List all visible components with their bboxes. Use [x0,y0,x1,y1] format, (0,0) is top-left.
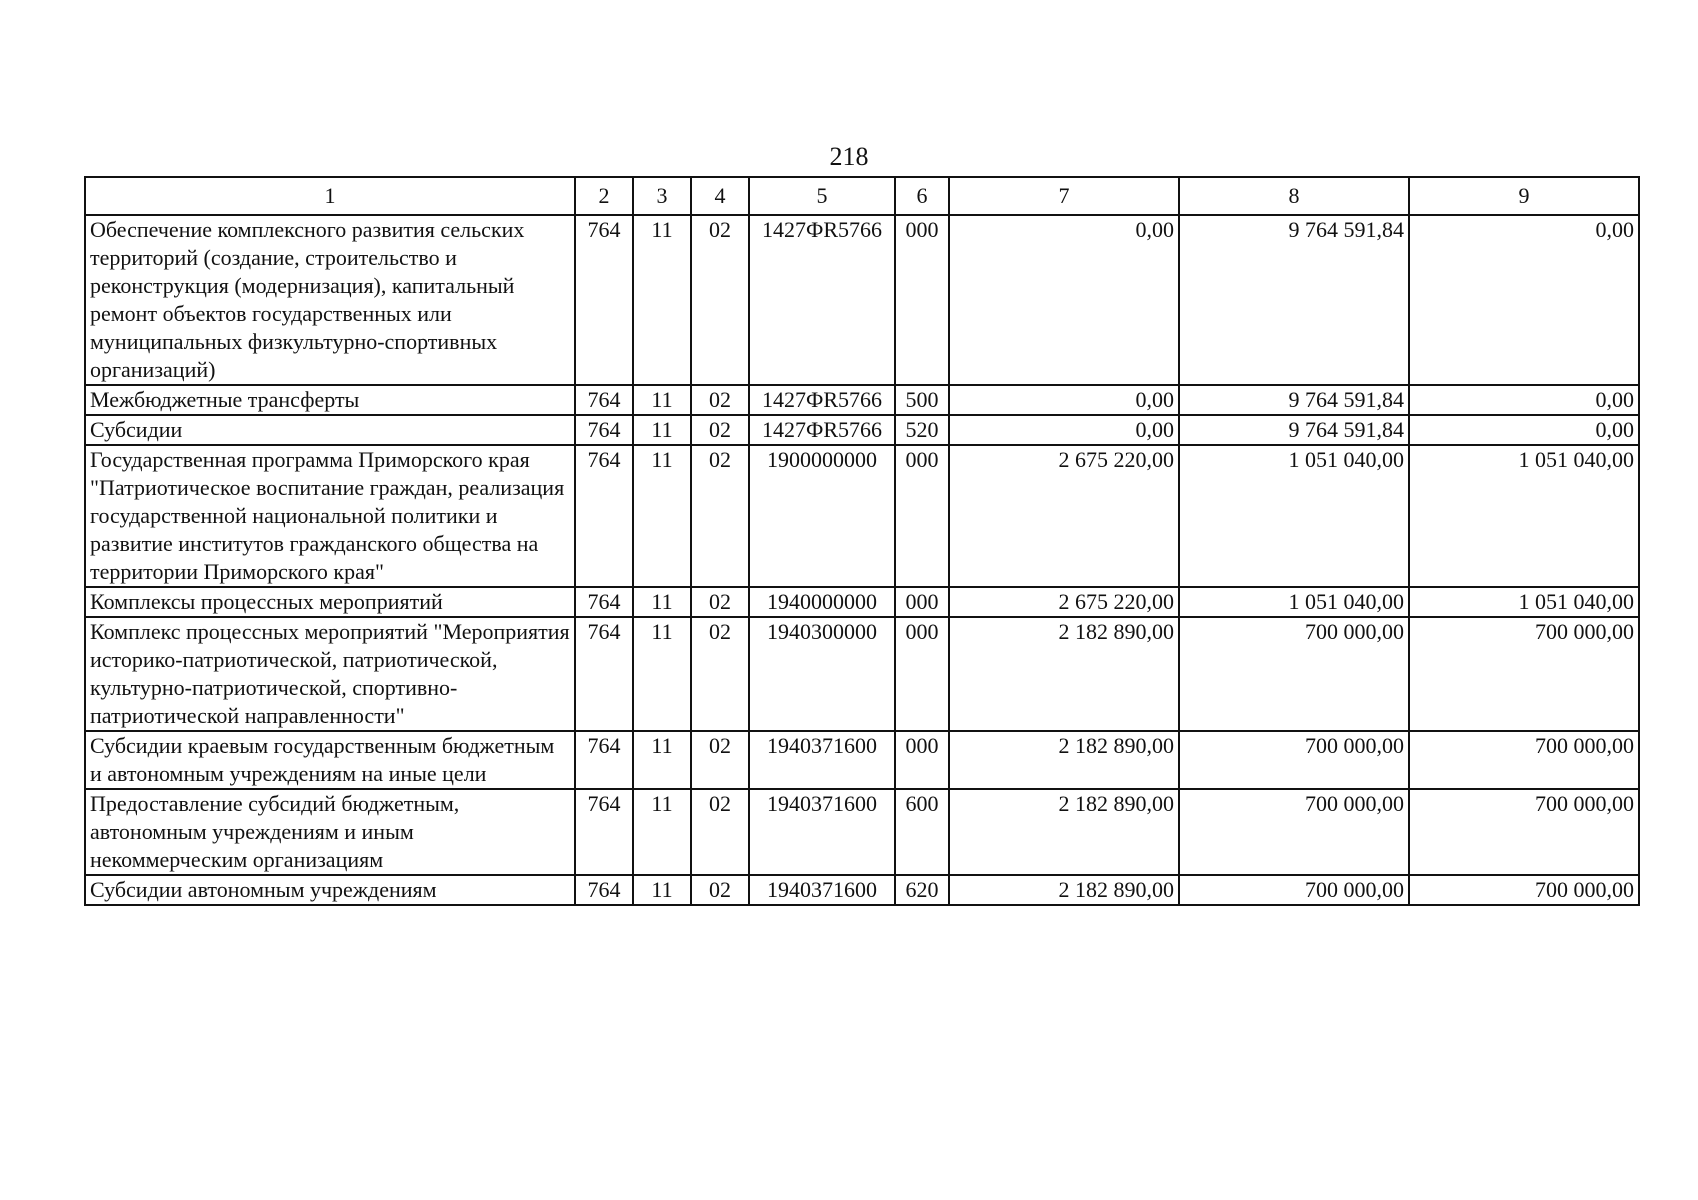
row-amount-9: 0,00 [1409,215,1639,385]
row-amount-8: 9 764 591,84 [1179,385,1409,415]
row-code-6: 520 [895,415,949,445]
row-amount-8: 700 000,00 [1179,875,1409,905]
table-row [85,445,1639,587]
budget-table [84,176,1640,906]
row-code-2: 764 [575,587,633,617]
header-cell: 5 [749,177,895,215]
header-cell: 8 [1179,177,1409,215]
row-name: Субсидии краевым государственным бюджетным и автономным учреждениям на иные цели [85,731,575,789]
table-row [85,731,1639,789]
row-code-6: 000 [895,617,949,731]
table-row [85,875,1639,905]
row-code-4: 02 [691,415,749,445]
table-row [85,385,1639,415]
row-code-2: 764 [575,875,633,905]
row-code-2: 764 [575,617,633,731]
row-amount-8: 9 764 591,84 [1179,215,1409,385]
row-amount-8: 1 051 040,00 [1179,445,1409,587]
row-code-2: 764 [575,385,633,415]
row-code-6: 000 [895,445,949,587]
row-name: Субсидии [85,415,575,445]
row-code-3: 11 [633,789,691,875]
row-code-3: 11 [633,415,691,445]
table-row [85,617,1639,731]
row-name: Комплекс процессных мероприятий "Мероприятия историко-патриотической, патриотической, культурно-патриотической, спортивно-патриотической направленности" [85,617,575,731]
row-code-5: 1940371600 [749,789,895,875]
row-amount-7: 2 182 890,00 [949,875,1179,905]
row-code-2: 764 [575,731,633,789]
header-cell: 6 [895,177,949,215]
row-amount-9: 0,00 [1409,415,1639,445]
header-cell: 9 [1409,177,1639,215]
row-name: Субсидии автономным учреждениям [85,875,575,905]
table-row [85,587,1639,617]
row-code-3: 11 [633,215,691,385]
header-cell: 1 [85,177,575,215]
row-code-2: 764 [575,415,633,445]
row-code-4: 02 [691,385,749,415]
row-amount-9: 1 051 040,00 [1409,587,1639,617]
row-code-5: 1940371600 [749,731,895,789]
header-row [85,177,1639,215]
row-code-3: 11 [633,445,691,587]
row-code-6: 000 [895,587,949,617]
row-amount-7: 2 182 890,00 [949,789,1179,875]
row-code-3: 11 [633,617,691,731]
row-code-4: 02 [691,731,749,789]
row-code-4: 02 [691,789,749,875]
row-amount-8: 700 000,00 [1179,731,1409,789]
row-amount-7: 2 675 220,00 [949,445,1179,587]
row-code-5: 1427ФR5766 [749,385,895,415]
row-amount-7: 2 182 890,00 [949,617,1179,731]
row-name: Межбюджетные трансферты [85,385,575,415]
table-row [85,215,1639,385]
row-code-6: 000 [895,215,949,385]
row-code-2: 764 [575,445,633,587]
row-code-3: 11 [633,875,691,905]
row-amount-7: 2 182 890,00 [949,731,1179,789]
row-code-2: 764 [575,789,633,875]
row-amount-9: 700 000,00 [1409,875,1639,905]
row-code-5: 1427ФR5766 [749,415,895,445]
row-amount-8: 9 764 591,84 [1179,415,1409,445]
row-code-4: 02 [691,617,749,731]
row-amount-9: 700 000,00 [1409,617,1639,731]
row-code-4: 02 [691,587,749,617]
row-code-4: 02 [691,875,749,905]
row-amount-8: 1 051 040,00 [1179,587,1409,617]
row-name: Предоставление субсидий бюджетным, автономным учреждениям и иным некоммерческим организациям [85,789,575,875]
row-amount-7: 2 675 220,00 [949,587,1179,617]
row-name: Обеспечение комплексного развития сельских территорий (создание, строительство и реконструкция (модернизация), капитальный ремонт объектов государственных или муниципальных физкультурно-спортивных организаций) [85,215,575,385]
header-cell: 4 [691,177,749,215]
header-cell: 3 [633,177,691,215]
row-code-3: 11 [633,385,691,415]
header-cell: 2 [575,177,633,215]
row-code-6: 620 [895,875,949,905]
page-number: 218 [829,142,869,171]
row-amount-7: 0,00 [949,385,1179,415]
row-amount-9: 700 000,00 [1409,731,1639,789]
row-amount-9: 700 000,00 [1409,789,1639,875]
row-amount-8: 700 000,00 [1179,789,1409,875]
table-row [85,789,1639,875]
row-amount-9: 0,00 [1409,385,1639,415]
row-name: Государственная программа Приморского края "Патриотическое воспитание граждан, реализация государственной национальной политики и развитие институтов гражданского общества на территории Приморского края" [85,445,575,587]
row-code-6: 000 [895,731,949,789]
row-code-6: 500 [895,385,949,415]
row-code-4: 02 [691,445,749,587]
header-cell: 7 [949,177,1179,215]
row-code-3: 11 [633,587,691,617]
row-name: Комплексы процессных мероприятий [85,587,575,617]
row-code-2: 764 [575,215,633,385]
row-amount-7: 0,00 [949,215,1179,385]
row-code-5: 1900000000 [749,445,895,587]
row-code-5: 1940300000 [749,617,895,731]
row-code-5: 1940371600 [749,875,895,905]
row-code-5: 1427ФR5766 [749,215,895,385]
row-code-5: 1940000000 [749,587,895,617]
row-amount-7: 0,00 [949,415,1179,445]
table-row [85,415,1639,445]
row-amount-9: 1 051 040,00 [1409,445,1639,587]
row-code-6: 600 [895,789,949,875]
row-code-4: 02 [691,215,749,385]
row-amount-8: 700 000,00 [1179,617,1409,731]
row-code-3: 11 [633,731,691,789]
